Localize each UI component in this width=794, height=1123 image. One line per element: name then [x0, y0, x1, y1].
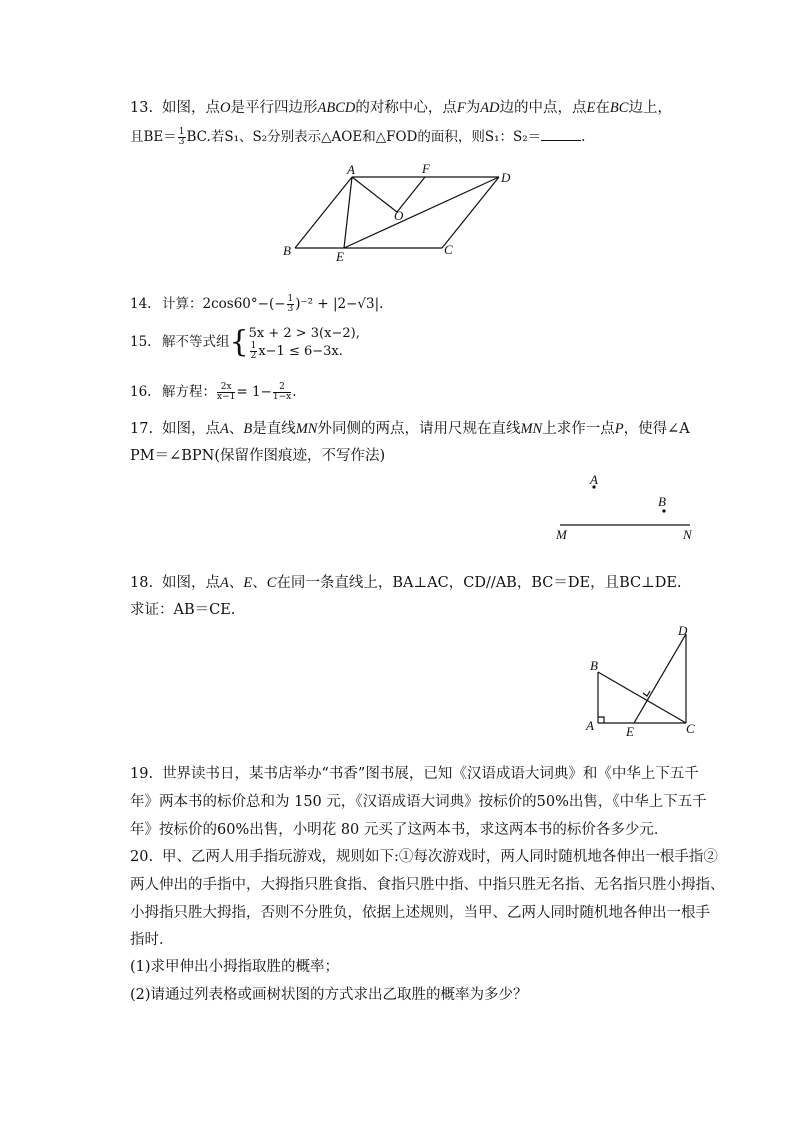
label-B: B [658, 494, 666, 509]
right-angle-mark-a [598, 717, 604, 723]
q18-number: 18. [130, 575, 154, 591]
q17-number: 17. [130, 421, 154, 437]
q19-line-1: 19. 世界读书日，某书店举办“书香”图书展，已知《汉语成语大词典》和《中华上下五千 [130, 766, 699, 782]
label-E: E [336, 249, 344, 264]
label-A: A [590, 472, 598, 487]
q19-line-3: 年》按标价的60%出售，小明花 80 元买了这两本书，求这两本书的标价各多少元． [130, 822, 669, 838]
segment-eo-d [344, 177, 499, 248]
fraction-one-third: $\frac{1}{3}$ [178, 127, 185, 147]
label-E: E [626, 724, 634, 739]
point-B [662, 509, 665, 512]
right-angle-mark-f [643, 691, 650, 696]
system-brace: { [229, 324, 249, 360]
q20-line-4: 指时． [130, 932, 174, 948]
label-N: N [683, 527, 692, 542]
q20-line-1: 20. 甲、乙两人用手指玩游戏，规则如下:①每次游戏时，两人同时随机地各伸出一根手指② [130, 849, 718, 865]
q18-line-2: 求证：AB＝CE. [130, 602, 236, 618]
q20-number: 20. [130, 849, 154, 865]
fraction-one-third: $\frac{1}{3}$ [287, 294, 294, 314]
q19-line-2: 年》两本书的标价总和为 150 元，《汉语成语大词典》按标价的50%出售，《中华上下五千 [130, 794, 707, 810]
parallelogram-figure [280, 160, 520, 270]
q20-subquestion-1: (1)求甲伸出小拇指取胜的概率； [130, 959, 340, 975]
triangle-figure [580, 620, 705, 745]
q18-line-1: 18. 如图，点A、E、C在同一条直线上，BA⊥AC，CD//AB，BC＝DE，且BC⊥DE. [130, 575, 682, 591]
side-ba [295, 177, 352, 248]
label-C: C [686, 721, 695, 736]
line-mn-figure [550, 470, 700, 545]
label-A: A [347, 162, 355, 177]
label-M: M [556, 527, 567, 542]
label-D: D [501, 170, 511, 185]
q13-line-1: 13. 如图，点O是平行四边形ABCD的对称中心，点F为AD边的中点，点E在BC边上， [130, 100, 672, 116]
q20-line-2: 两人伸出的手指中，大拇指只胜食指、食指只胜中指、中指只胜无名指、无名指只胜小拇指、 [130, 877, 725, 893]
segment-ae [344, 177, 352, 248]
label-O: O [394, 208, 404, 223]
q20-line-3: 小拇指只胜大拇指，否则不分胜负，依据上述规则，当甲、乙两人同时随机地各伸出一根手 [130, 905, 710, 921]
q13-line-2: 且BE＝ $\frac{1}{3}$ BC.若S₁、S₂分别表示△AOE和△FOD的面积，则S₁：S₂＝ . [130, 127, 586, 147]
fraction-rhs: $\frac{2}{1-x}$ [272, 382, 292, 402]
q17-line-1: 17. 如图，点A、B是直线MN外同侧的两点，请用尺规在直线MN上求作一点P，使得∠A [130, 421, 690, 437]
q15-line: 15. 解不等式组{ 5x + 2 > 3(x−2), $\frac{1}{2}$ x−1 ≤ 6−3x. [130, 322, 360, 362]
fraction-lhs: $\frac{2x}{x-1}$ [217, 382, 236, 402]
q16-line: 16. 解方程： $\frac{2x}{x-1}$ = 1− $\frac{2}{1-x}$ . [130, 382, 297, 402]
q14-number: 14. [130, 296, 152, 312]
q19-number: 19. [130, 766, 154, 782]
q14-line: 14. 计算：2cos60°−(− $\frac{1}{3}$ )⁻² + |2−√3|. [130, 294, 384, 314]
answer-blank [541, 128, 581, 141]
q20-subquestion-2: (2)请通过列表格或画树状图的方式求出乙取胜的概率为多少？ [130, 987, 528, 1003]
label-C: C [444, 242, 453, 257]
label-B: B [590, 658, 598, 673]
q13-number: 13. [130, 100, 154, 116]
segment-fo [397, 177, 425, 212]
label-A: A [586, 718, 594, 733]
q17-line-2: PM＝∠BPN(保留作图痕迹，不写作法) [130, 448, 386, 464]
label-D: D [678, 623, 688, 638]
q15-number: 15. [130, 334, 152, 350]
q16-number: 16. [130, 384, 152, 400]
label-B: B [283, 243, 291, 258]
segment-de [634, 634, 686, 723]
inequality-system: 5x + 2 > 3(x−2), $\frac{1}{2}$ x−1 ≤ 6−3x. [248, 325, 360, 361]
segment-ao [352, 177, 397, 212]
label-F: F [422, 161, 430, 176]
segment-bc [598, 672, 686, 723]
side-dc [442, 177, 499, 248]
